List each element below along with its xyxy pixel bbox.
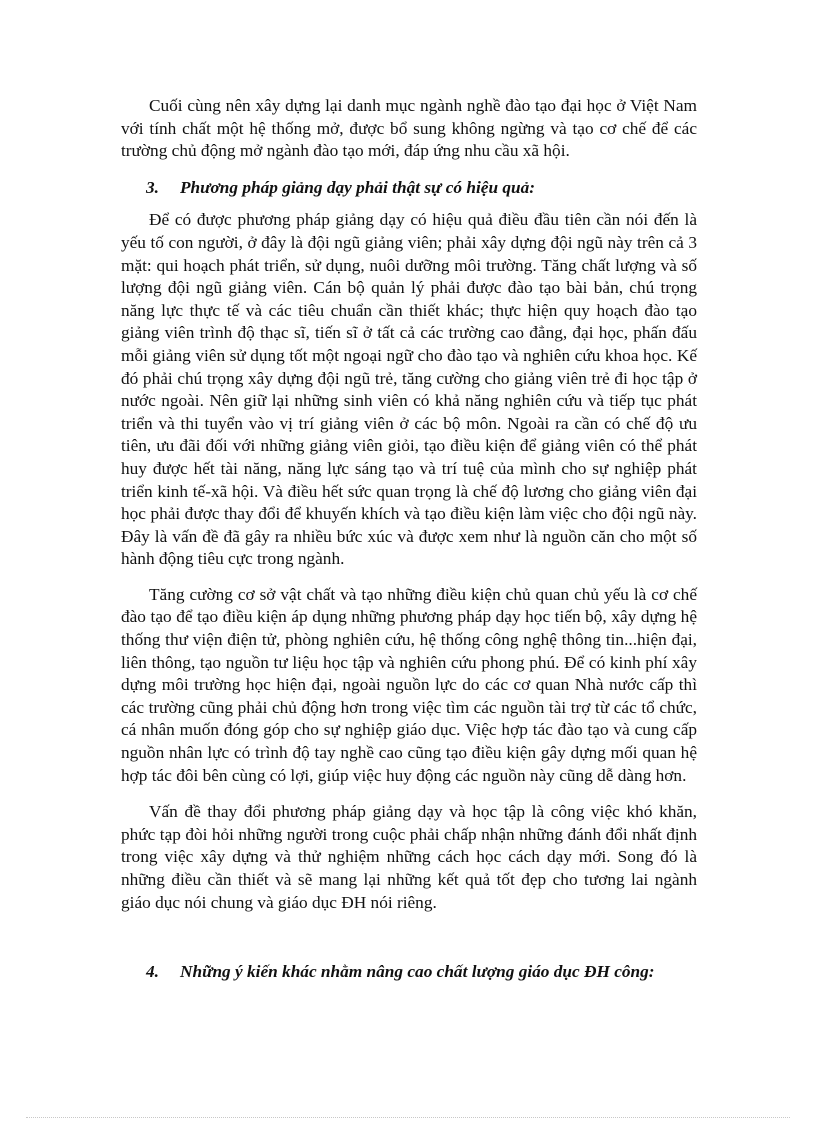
page-bottom-divider (26, 1117, 790, 1118)
document-body (121, 95, 697, 984)
paragraph-curriculum: Cuối cùng nên xây dựng lại danh mục ngành nghề đào tạo đại học ở Việt Nam với tính chất một hệ thống mở, được bổ sung không ngừng và tạo cơ chế để các trường chủ động mở ngành đào tạo mới, đáp ứng nhu cầu xã hội. (121, 96, 697, 161)
paragraph-facilities: Tăng cường cơ sở vật chất và tạo những điều kiện chủ quan chủ yếu là cơ chế đào tạo để tạo điều kiện áp dụng những phương pháp dạy học tiến bộ, xây dựng hệ thống thư viện điện tử, phòng nghiên cứu, hệ thống công nghệ thông tin...hiện đại, liên thông, tạo nguồn tư liệu học tập và nghiên cứu phong phú. Để có kinh phí xây dựng môi trường học hiện đại, ngoài nguồn lực do các cơ quan Nhà nước cấp thì các trường cũng phải chủ động hơn trong việc tìm các nguồn tài trợ từ các tổ chức, cá nhân muốn đóng góp cho sự nghiệp giáo dục. Việc hợp tác đào tạo và cung cấp nguồn nhân lực có trình độ tay nghề cao cũng tạo điều kiện gây dựng mối quan hệ hợp tác đôi bên cùng có lợi, giúp việc huy động các nguồn này cũng dễ dàng hơn. (121, 584, 697, 785)
section-title: Những ý kiến khác nhằm nâng cao chất lượng giáo dục ĐH công: (180, 962, 655, 982)
section-number: 3. (146, 177, 159, 197)
section-title: Phương pháp giảng dạy phải thật sự có hiệu quả: (180, 177, 536, 197)
section-number: 4. (146, 962, 159, 982)
section-heading-4 (121, 961, 697, 984)
paragraph-method-change: Vấn đề thay đổi phương pháp giảng dạy và học tập là công việc khó khăn, phức tạp đòi hỏi những người trong cuộc phải chấp nhận những đánh đổi nhất định trong việc xây dựng và thử nghiệm những cách học cách dạy mới. Song đó là những điều cần thiết và sẽ mang lại những kết quả tốt đẹp cho tương lai ngành giáo dục nói chung và giáo dục ĐH nói riêng. (121, 802, 697, 912)
paragraph-teaching-staff: Để có được phương pháp giảng dạy có hiệu quả điều đầu tiên cần nói đến là yếu tố con người, ở đây là đội ngũ giảng viên; phải xây dựng đội ngũ này trên cả 3 mặt: qui hoạch phát triển, sử dụng, nuôi dưỡng môi trường. Tăng chất lượng và số lượng đội ngũ giảng viên. Cán bộ quản lý phải được đào tạo bài bản, chú trọng năng lực thực tế và các tiêu chuẩn cần thiết khác; thực hiện quy hoạch đào tạo giảng viên trình độ thạc sĩ, tiến sĩ ở tất cả các trường cao đẳng, đại học, phấn đấu mỗi giảng viên sử dụng tốt một ngoại ngữ cho đào tạo và nghiên cứu khoa học. Kế đó phải chú trọng xây dựng đội ngũ trẻ, tăng cường cho giảng viên trẻ đi học tập ở nước ngoài. Nên giữ lại những sinh viên có khả năng nghiên cứu và tiếp tục phát triển và thi tuyển vào vị trí giảng viên ở các bộ môn. Ngoài ra cần có chế độ ưu tiên, ưu đãi đối với những giảng viên giỏi, tạo điều kiện để giảng viên có thể phát huy được hết tài năng, năng lực sáng tạo và trí tuệ của mình cho sự nghiệp phát triển kinh tế-xã hội. Và điều hết sức quan trọng là chế độ lương cho giảng viên đại học phải được thay đổi để khuyến khích và tạo điều kiện làm việc cho đội ngũ này. Đây là vấn đề đã gây ra nhiều bức xúc và được xem như là nguồn căn cho một số hành động tiêu cực trong ngành. (121, 210, 697, 569)
section-heading-3 (121, 177, 697, 200)
